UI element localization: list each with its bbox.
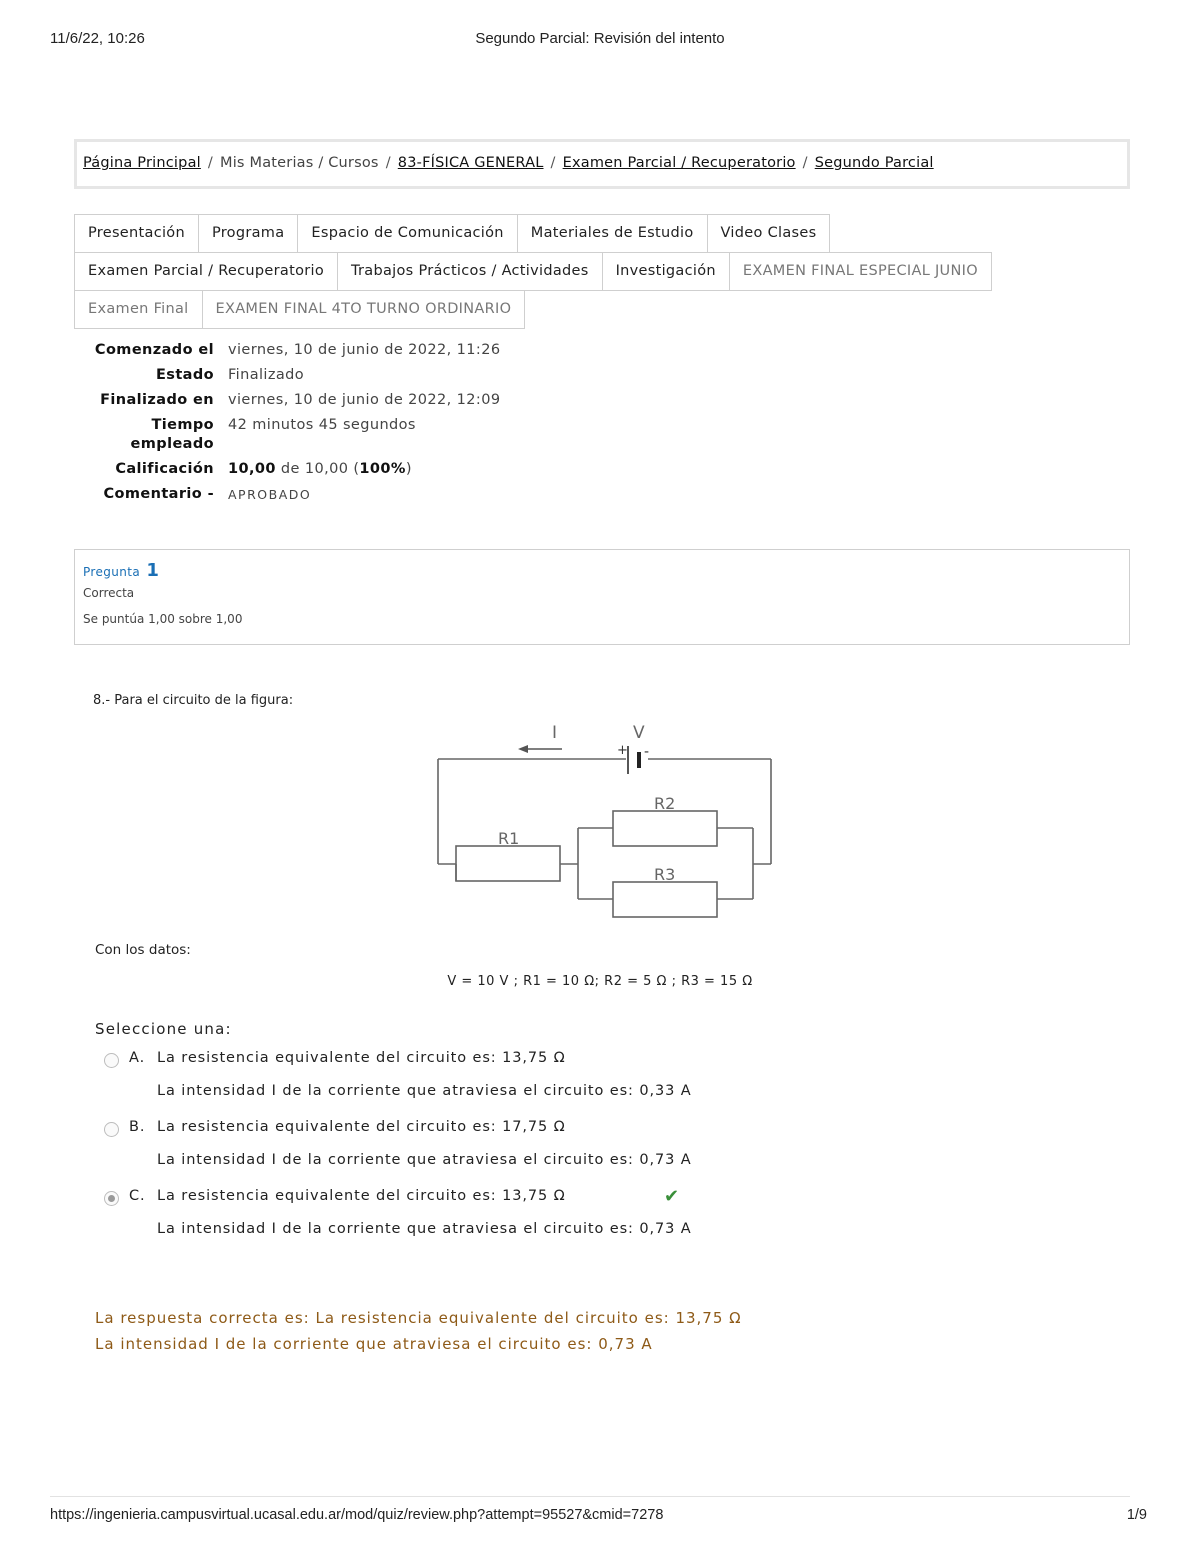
started-value: viernes, 10 de junio de 2022, 11:26 <box>228 342 501 358</box>
footer-divider <box>50 1496 1130 1497</box>
time-label-line2: empleado <box>130 436 214 452</box>
breadcrumb-separator: / <box>207 155 213 171</box>
question-number <box>83 560 1121 581</box>
option-b-radio[interactable] <box>104 1122 119 1137</box>
attempt-summary <box>74 341 774 510</box>
course-tabs <box>74 214 1074 328</box>
tab-row <box>74 252 1074 290</box>
feedback-line2: La intensidad I de la corriente que atraviesa el circuito es: 0,73 A <box>95 1335 653 1353</box>
battery-plus: + <box>617 743 628 758</box>
tab-examen-final[interactable]: Examen Final <box>74 290 203 329</box>
circuit-diagram <box>430 718 780 923</box>
r3-label: R3 <box>654 865 676 884</box>
tab-row <box>74 214 1074 252</box>
tab-examen-parcial[interactable]: Examen Parcial / Recuperatorio <box>74 252 338 291</box>
option-c-line1: La resistencia equivalente del circuito es: 13,75 Ω <box>157 1188 566 1204</box>
tab-trabajos-practicos[interactable]: Trabajos Prácticos / Actividades <box>337 252 603 291</box>
correct-check-icon: ✔ <box>664 1186 680 1207</box>
grade-end: ) <box>405 461 412 477</box>
tab-espacio-comunicacion[interactable]: Espacio de Comunicación <box>297 214 517 253</box>
question-state: Correcta <box>83 586 135 600</box>
grade-mid: de 10,00 ( <box>280 461 360 477</box>
breadcrumb-course[interactable]: 83-FÍSICA GENERAL <box>397 155 544 171</box>
option-c-radio[interactable] <box>104 1191 119 1206</box>
data-formula: V = 10 V ; R1 = 10 Ω; R2 = 5 Ω ; R3 = 15 Ω <box>447 974 753 989</box>
option-c-letter: C. <box>129 1188 146 1204</box>
select-prompt: Seleccione una: <box>95 1020 232 1038</box>
comment-value: APROBADO <box>228 487 312 502</box>
state-value: Finalizado <box>228 367 305 383</box>
option-b-line1: La resistencia equivalente del circuito es: 17,75 Ω <box>157 1119 566 1135</box>
grade-percent: 100% <box>359 461 406 477</box>
grade-score: 10,00 <box>228 461 276 477</box>
state-label: Estado <box>156 367 214 383</box>
time-value: 42 minutos 45 segundos <box>228 417 416 433</box>
r1-label: R1 <box>498 829 520 848</box>
tab-row <box>74 290 1074 328</box>
battery-minus: - <box>644 744 650 760</box>
feedback-line1: La respuesta correcta es: La resistencia equivalente del circuito es: 13,75 Ω <box>95 1309 742 1327</box>
summary-row-time <box>74 416 774 454</box>
summary-row-grade <box>74 460 774 479</box>
question-grade: Se puntúa 1,00 sobre 1,00 <box>83 612 243 626</box>
print-header <box>0 30 1200 50</box>
comment-label: Comentario - <box>103 486 214 502</box>
option-a-line1: La resistencia equivalente del circuito es: 13,75 Ω <box>157 1050 566 1066</box>
option-a-radio[interactable] <box>104 1053 119 1068</box>
breadcrumb-home[interactable]: Página Principal <box>83 155 201 171</box>
print-datetime: 11/6/22, 10:26 <box>50 30 145 47</box>
breadcrumb-separator: / <box>385 155 391 171</box>
breadcrumb-separator: / <box>550 155 556 171</box>
tab-examen-final-4to-turno[interactable]: EXAMEN FINAL 4TO TURNO ORDINARIO <box>202 290 526 329</box>
voltage-label: V <box>633 723 645 743</box>
breadcrumb-separator: / <box>802 155 808 171</box>
option-c-line2: La intensidad I de la corriente que atraviesa el circuito es: 0,73 A <box>157 1221 692 1237</box>
breadcrumb-my-courses: Mis Materias / Cursos <box>219 155 379 171</box>
current-arrow-head <box>518 745 528 753</box>
r2-label: R2 <box>654 794 676 813</box>
breadcrumb-exam-section[interactable]: Examen Parcial / Recuperatorio <box>562 155 796 171</box>
grade-value <box>228 460 412 479</box>
summary-row-started <box>74 341 774 360</box>
question-text: 8.- Para el circuito de la figura: <box>93 693 294 708</box>
finished-label: Finalizado en <box>100 392 214 408</box>
print-url: https://ingenieria.campusvirtual.ucasal.edu.ar/mod/quiz/review.php?attempt=95527&cmid=7278 <box>50 1507 664 1523</box>
current-label: I <box>552 723 558 743</box>
option-b-letter: B. <box>129 1119 146 1135</box>
option-b-line2: La intensidad I de la corriente que atraviesa el circuito es: 0,73 A <box>157 1152 692 1168</box>
correct-answer-feedback <box>95 1305 742 1357</box>
tab-video-clases[interactable]: Video Clases <box>707 214 831 253</box>
question-info-box <box>74 549 1130 645</box>
finished-value: viernes, 10 de junio de 2022, 12:09 <box>228 392 501 408</box>
time-label <box>74 416 228 454</box>
tab-programa[interactable]: Programa <box>198 214 298 253</box>
time-label-line1: Tiempo <box>151 417 214 433</box>
grade-label: Calificación <box>115 461 214 477</box>
breadcrumb <box>74 139 1130 189</box>
breadcrumb-quiz[interactable]: Segundo Parcial <box>814 155 934 171</box>
started-label: Comenzado el <box>94 342 214 358</box>
summary-row-finished <box>74 391 774 410</box>
print-title: Segundo Parcial: Revisión del intento <box>475 30 725 47</box>
tab-materiales-estudio[interactable]: Materiales de Estudio <box>517 214 708 253</box>
summary-row-state <box>74 366 774 385</box>
summary-row-comment <box>74 485 774 504</box>
question-label: Pregunta <box>83 565 141 579</box>
tab-examen-final-especial[interactable]: EXAMEN FINAL ESPECIAL JUNIO <box>729 252 992 291</box>
data-label: Con los datos: <box>95 942 191 958</box>
option-a-letter: A. <box>129 1050 146 1066</box>
tab-investigacion[interactable]: Investigación <box>602 252 730 291</box>
tab-presentacion[interactable]: Presentación <box>74 214 199 253</box>
print-page-number: 1/9 <box>1126 1507 1147 1523</box>
option-a-line2: La intensidad I de la corriente que atraviesa el circuito es: 0,33 A <box>157 1083 692 1099</box>
question-number-value: 1 <box>146 560 160 581</box>
